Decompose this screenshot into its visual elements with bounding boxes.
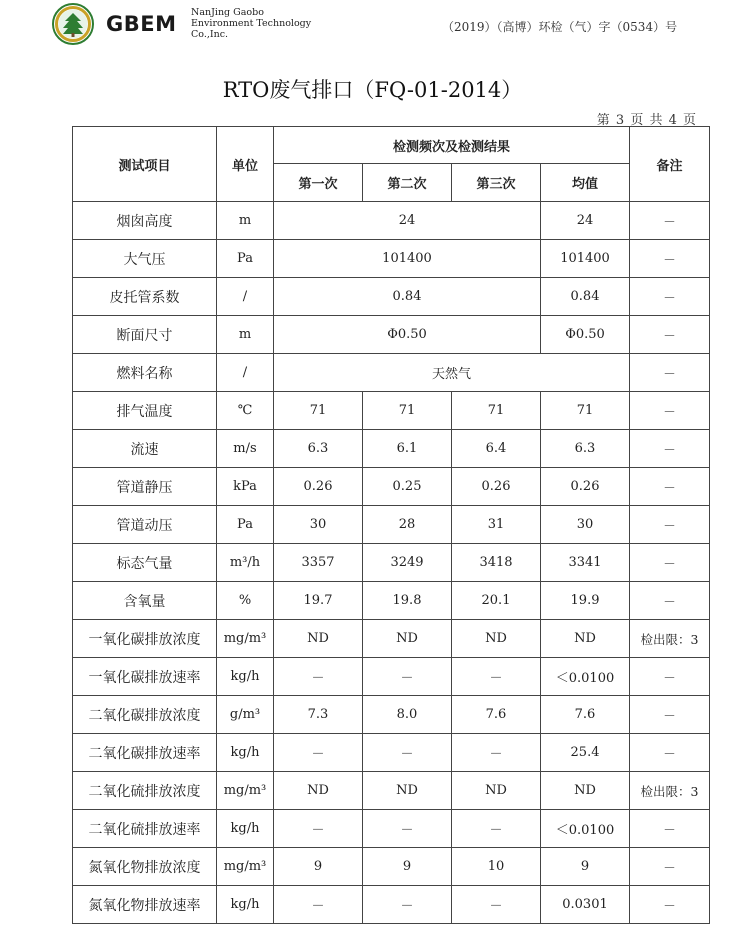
row-second: 9 <box>363 848 452 886</box>
row-item: 二氧化硫排放速率 <box>73 810 217 848</box>
row-note: － <box>630 696 710 734</box>
row-unit: mg/m³ <box>217 772 274 810</box>
row-value: 天然气 <box>274 354 630 392</box>
row-item: 标态气量 <box>73 544 217 582</box>
row-mean: 101400 <box>541 240 630 278</box>
table-row <box>73 468 710 506</box>
row-third: 6.4 <box>452 430 541 468</box>
row-mean: 71 <box>541 392 630 430</box>
row-item: 流速 <box>73 430 217 468</box>
row-value: 0.84 <box>274 278 541 316</box>
row-note: － <box>630 278 710 316</box>
company-line-1: NanJing Gaobo <box>191 7 264 18</box>
table-row <box>73 316 710 354</box>
row-unit: Pa <box>217 240 274 278</box>
table-row <box>73 620 710 658</box>
header-first: 第一次 <box>274 164 363 202</box>
row-third: 31 <box>452 506 541 544</box>
row-note: 检出限：3 <box>630 620 710 658</box>
row-unit: g/m³ <box>217 696 274 734</box>
row-mean: ＜0.0100 <box>541 658 630 696</box>
row-unit: kg/h <box>217 886 274 924</box>
header-second: 第二次 <box>363 164 452 202</box>
row-item: 一氧化碳排放速率 <box>73 658 217 696</box>
row-second: 6.1 <box>363 430 452 468</box>
row-item: 管道动压 <box>73 506 217 544</box>
row-unit: ℃ <box>217 392 274 430</box>
row-first: 6.3 <box>274 430 363 468</box>
row-third: 10 <box>452 848 541 886</box>
row-first: 3357 <box>274 544 363 582</box>
row-unit: kg/h <box>217 810 274 848</box>
row-note: － <box>630 506 710 544</box>
row-unit: % <box>217 582 274 620</box>
company-line-3: Co.,Inc. <box>191 29 229 40</box>
row-first: ND <box>274 620 363 658</box>
table-row <box>73 582 710 620</box>
row-first: － <box>274 658 363 696</box>
row-unit: Pa <box>217 506 274 544</box>
row-note: － <box>630 316 710 354</box>
row-item: 氮氧化物排放速率 <box>73 886 217 924</box>
table-row <box>73 772 710 810</box>
table-row <box>73 430 710 468</box>
row-second: 28 <box>363 506 452 544</box>
row-second: － <box>363 734 452 772</box>
row-third: 71 <box>452 392 541 430</box>
row-mean: 7.6 <box>541 696 630 734</box>
row-third: 3418 <box>452 544 541 582</box>
header-note: 备注 <box>630 127 710 202</box>
row-first: － <box>274 886 363 924</box>
row-item: 大气压 <box>73 240 217 278</box>
row-second: 19.8 <box>363 582 452 620</box>
row-note: － <box>630 810 710 848</box>
row-note: － <box>630 544 710 582</box>
page-number: 第 3 页 共 4 页 <box>596 113 696 128</box>
table-row <box>73 278 710 316</box>
row-mean: 0.84 <box>541 278 630 316</box>
row-note: － <box>630 430 710 468</box>
header-unit: 单位 <box>217 127 274 202</box>
row-item: 一氧化碳排放浓度 <box>73 620 217 658</box>
row-second: ND <box>363 620 452 658</box>
row-item: 氮氧化物排放浓度 <box>73 848 217 886</box>
row-first: 19.7 <box>274 582 363 620</box>
row-note: 检出限：3 <box>630 772 710 810</box>
row-mean: 0.26 <box>541 468 630 506</box>
row-unit: kg/h <box>217 734 274 772</box>
table-row <box>73 696 710 734</box>
row-second: － <box>363 810 452 848</box>
row-mean: 30 <box>541 506 630 544</box>
row-item: 管道静压 <box>73 468 217 506</box>
row-third: － <box>452 886 541 924</box>
row-unit: kg/h <box>217 658 274 696</box>
row-second: 71 <box>363 392 452 430</box>
row-note: － <box>630 886 710 924</box>
row-mean: 6.3 <box>541 430 630 468</box>
row-second: 3249 <box>363 544 452 582</box>
row-first: － <box>274 810 363 848</box>
row-unit: mg/m³ <box>217 620 274 658</box>
row-item: 烟囱高度 <box>73 202 217 240</box>
row-item: 断面尺寸 <box>73 316 217 354</box>
row-third: － <box>452 734 541 772</box>
row-mean: ND <box>541 772 630 810</box>
row-first: － <box>274 734 363 772</box>
table-row <box>73 506 710 544</box>
table-row <box>73 734 710 772</box>
row-first: ND <box>274 772 363 810</box>
company-line-2: Environment Technology <box>191 18 312 29</box>
row-unit: m/s <box>217 430 274 468</box>
row-note: － <box>630 392 710 430</box>
company-logo-icon <box>52 3 94 45</box>
row-unit: / <box>217 354 274 392</box>
table-row <box>73 354 710 392</box>
company-name <box>191 7 311 40</box>
table-row <box>73 392 710 430</box>
page-title: RTO废气排口（FQ-01-2014） <box>222 78 523 102</box>
row-mean: ＜0.0100 <box>541 810 630 848</box>
header-item: 测试项目 <box>73 127 217 202</box>
row-note: － <box>630 468 710 506</box>
row-second: ND <box>363 772 452 810</box>
row-unit: kPa <box>217 468 274 506</box>
row-second: 8.0 <box>363 696 452 734</box>
row-note: － <box>630 658 710 696</box>
table-row <box>73 240 710 278</box>
row-note: － <box>630 848 710 886</box>
row-item: 二氧化硫排放浓度 <box>73 772 217 810</box>
table-row <box>73 202 710 240</box>
table-row <box>73 848 710 886</box>
row-unit: / <box>217 278 274 316</box>
row-third: 7.6 <box>452 696 541 734</box>
row-second: 0.25 <box>363 468 452 506</box>
row-mean: 25.4 <box>541 734 630 772</box>
row-unit: mg/m³ <box>217 848 274 886</box>
row-first: 0.26 <box>274 468 363 506</box>
row-mean: Φ0.50 <box>541 316 630 354</box>
row-second: － <box>363 886 452 924</box>
row-third: 0.26 <box>452 468 541 506</box>
header-results-group: 检测频次及检测结果 <box>274 127 630 164</box>
row-value: 101400 <box>274 240 541 278</box>
row-item: 皮托管系数 <box>73 278 217 316</box>
table-row <box>73 544 710 582</box>
row-value: Φ0.50 <box>274 316 541 354</box>
row-mean: 0.0301 <box>541 886 630 924</box>
table-row <box>73 810 710 848</box>
table-row <box>73 886 710 924</box>
row-item: 燃料名称 <box>73 354 217 392</box>
row-mean: 9 <box>541 848 630 886</box>
measurement-rows <box>73 392 710 924</box>
row-item: 含氧量 <box>73 582 217 620</box>
row-value: 24 <box>274 202 541 240</box>
brand-name: GBEM <box>106 12 177 36</box>
row-unit: m³/h <box>217 544 274 582</box>
row-item: 二氧化碳排放浓度 <box>73 696 217 734</box>
row-mean: 3341 <box>541 544 630 582</box>
document-number: （2019）（高博）环检（气）字（0534）号 <box>442 20 678 34</box>
row-third: － <box>452 810 541 848</box>
row-first: 9 <box>274 848 363 886</box>
row-mean: 19.9 <box>541 582 630 620</box>
row-first: 30 <box>274 506 363 544</box>
row-mean: 24 <box>541 202 630 240</box>
header-mean: 均值 <box>541 164 630 202</box>
row-third: ND <box>452 620 541 658</box>
row-first: 71 <box>274 392 363 430</box>
row-note: － <box>630 582 710 620</box>
row-item: 二氧化碳排放速率 <box>73 734 217 772</box>
row-note: － <box>630 354 710 392</box>
row-first: 7.3 <box>274 696 363 734</box>
table-row <box>73 658 710 696</box>
row-note: － <box>630 202 710 240</box>
row-second: － <box>363 658 452 696</box>
row-item: 排气温度 <box>73 392 217 430</box>
document-header <box>0 0 745 60</box>
row-mean: ND <box>541 620 630 658</box>
row-note: － <box>630 734 710 772</box>
row-unit: m <box>217 316 274 354</box>
results-table <box>72 126 710 924</box>
header-third: 第三次 <box>452 164 541 202</box>
row-unit: m <box>217 202 274 240</box>
row-third: － <box>452 658 541 696</box>
row-third: 20.1 <box>452 582 541 620</box>
row-note: － <box>630 240 710 278</box>
row-third: ND <box>452 772 541 810</box>
